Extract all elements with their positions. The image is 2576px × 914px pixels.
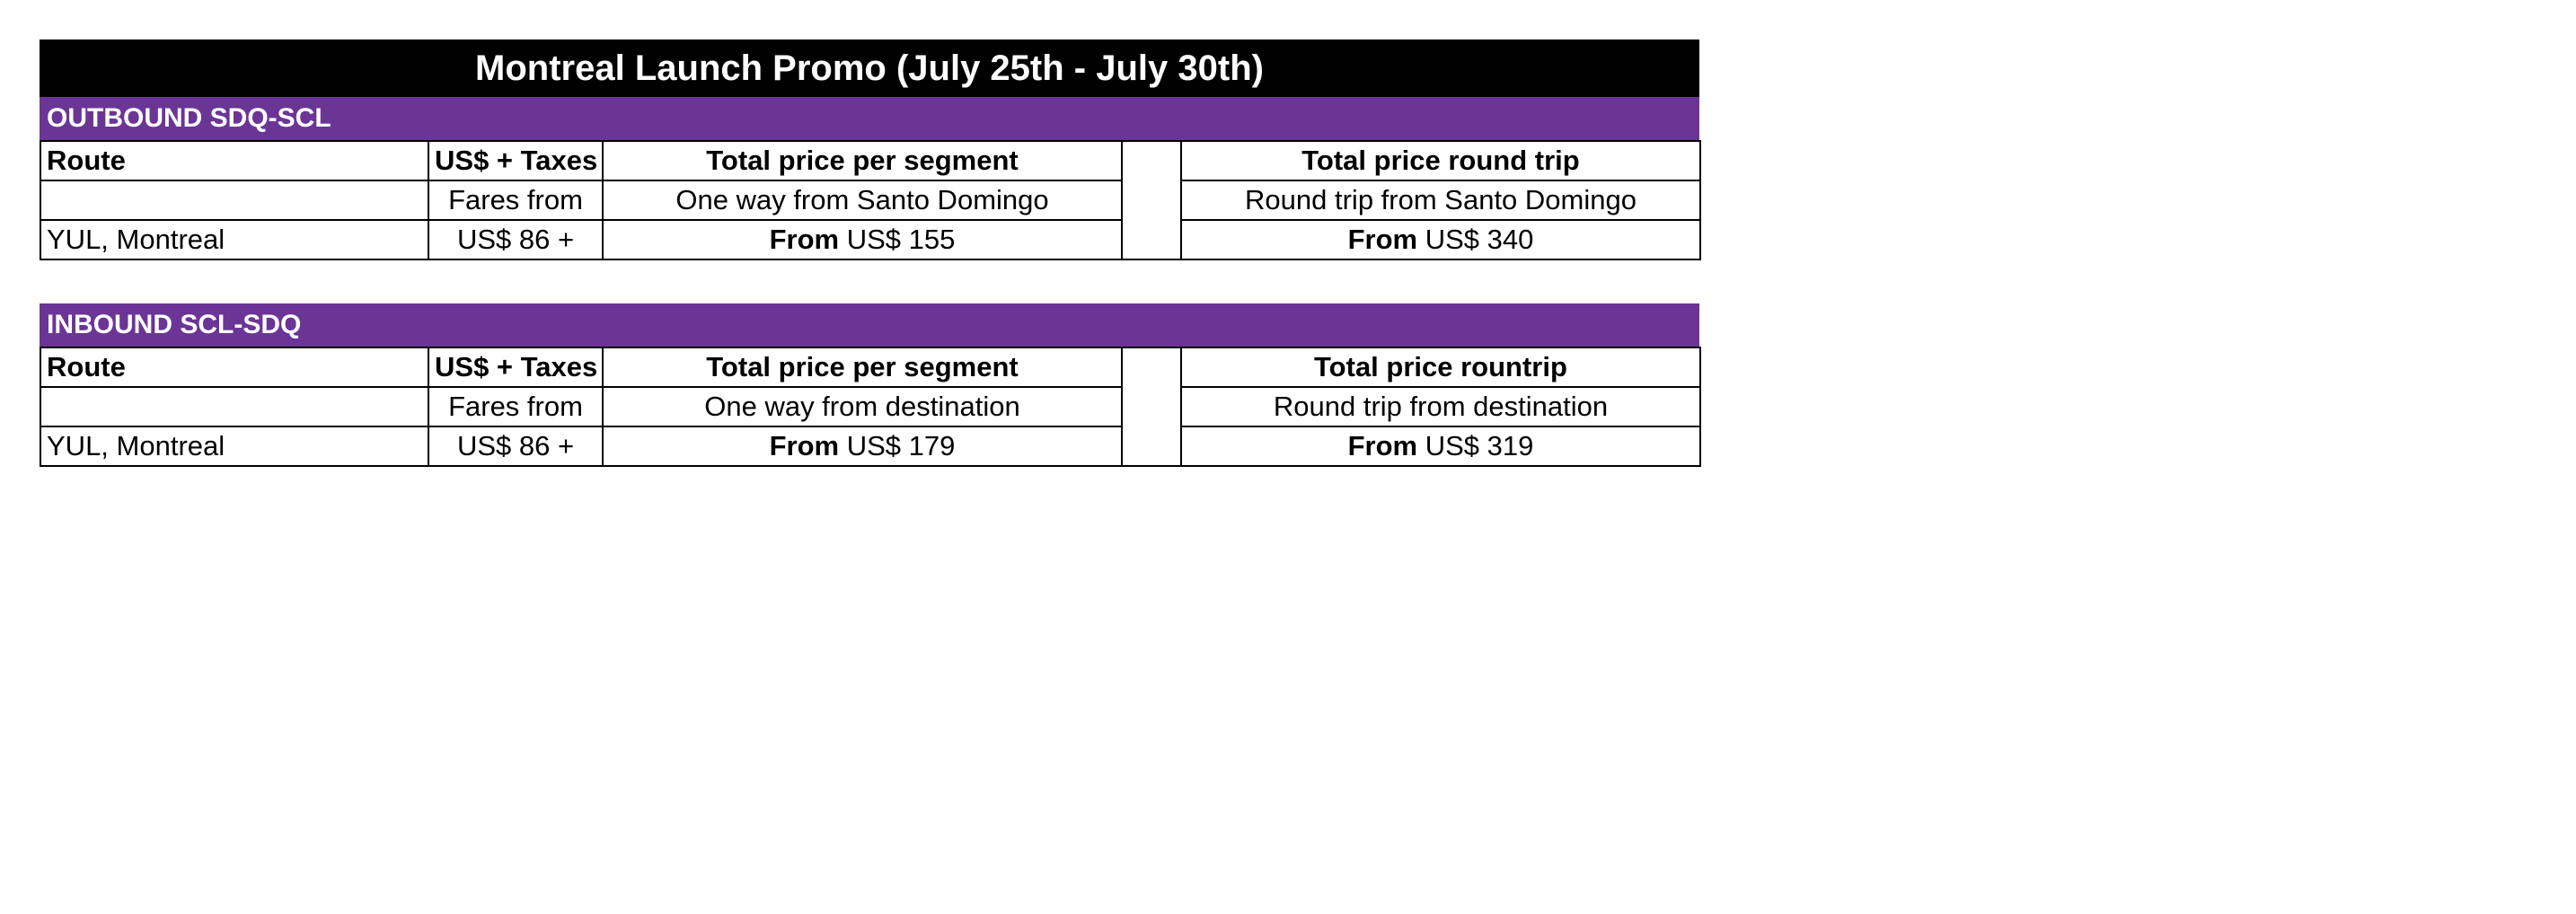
inbound-data-row xyxy=(40,426,1700,466)
inbound-subheader-route xyxy=(40,387,428,426)
outbound-data-row xyxy=(40,220,1700,259)
inbound-roundtrip-value: US$ 319 xyxy=(1425,430,1534,461)
outbound-subheader-route xyxy=(40,180,428,220)
outbound-roundtrip-value: US$ 340 xyxy=(1425,224,1534,255)
outbound-header-roundtrip: Total price round trip xyxy=(1181,141,1700,180)
inbound-segment-prefix: From xyxy=(769,430,840,461)
outbound-subheader-fare: Fares from xyxy=(428,180,603,220)
inbound-roundtrip-price xyxy=(1181,426,1700,466)
outbound-segment-prefix: From xyxy=(769,224,840,255)
outbound-segment-price xyxy=(603,220,1122,259)
inbound-section-label: INBOUND SCL-SDQ xyxy=(40,303,1699,347)
outbound-subheader-roundtrip: Round trip from Santo Domingo xyxy=(1181,180,1700,220)
outbound-table xyxy=(40,140,1701,260)
inbound-segment-value: US$ 179 xyxy=(846,430,956,461)
outbound-route: YUL, Montreal xyxy=(40,220,428,259)
inbound-subheader-fare: Fares from xyxy=(428,387,603,426)
outbound-subheader-row xyxy=(40,180,1700,220)
outbound-roundtrip-price xyxy=(1181,220,1700,259)
outbound-section-label: OUTBOUND SDQ-SCL xyxy=(40,97,1699,140)
inbound-header-segment: Total price per segment xyxy=(603,347,1122,387)
inbound-segment-price xyxy=(603,426,1122,466)
section-spacer xyxy=(40,260,1699,303)
inbound-header-row xyxy=(40,347,1700,387)
outbound-segment-value: US$ 155 xyxy=(846,224,956,255)
inbound-header-roundtrip: Total price rountrip xyxy=(1181,347,1700,387)
outbound-fare: US$ 86 + xyxy=(428,220,603,259)
outbound-header-route: Route xyxy=(40,141,428,180)
inbound-subheader-row xyxy=(40,387,1700,426)
inbound-gap-cell xyxy=(1122,347,1181,466)
outbound-roundtrip-prefix: From xyxy=(1347,224,1418,255)
inbound-roundtrip-prefix: From xyxy=(1347,430,1418,461)
outbound-gap-cell xyxy=(1122,141,1181,259)
inbound-header-route: Route xyxy=(40,347,428,387)
inbound-header-fare: US$ + Taxes xyxy=(428,347,603,387)
outbound-header-fare: US$ + Taxes xyxy=(428,141,603,180)
inbound-route: YUL, Montreal xyxy=(40,426,428,466)
inbound-subheader-segment: One way from destination xyxy=(603,387,1122,426)
promo-title: Montreal Launch Promo (July 25th - July 30th) xyxy=(40,40,1699,97)
promo-sheet xyxy=(40,40,1699,467)
inbound-subheader-roundtrip: Round trip from destination xyxy=(1181,387,1700,426)
outbound-subheader-segment: One way from Santo Domingo xyxy=(603,180,1122,220)
inbound-table xyxy=(40,347,1701,467)
outbound-header-row xyxy=(40,141,1700,180)
outbound-header-segment: Total price per segment xyxy=(603,141,1122,180)
inbound-fare: US$ 86 + xyxy=(428,426,603,466)
